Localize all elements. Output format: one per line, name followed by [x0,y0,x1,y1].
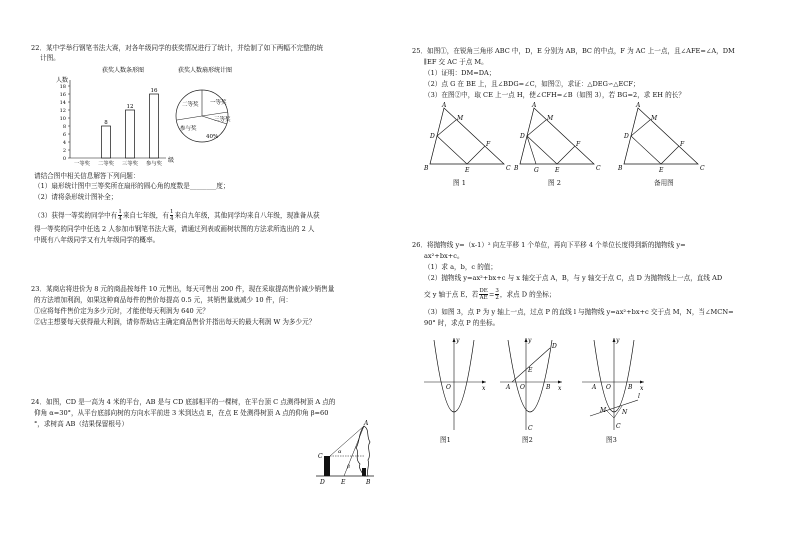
y-tick-label: 4 [62,140,66,146]
pie-label-3rd: 三等奖 [214,117,231,123]
q25-caption-spare: 备用图 [654,179,674,187]
q26-part2-line2: 交 y 轴于点 E，若 $\frac{DE}{AE}$ = $\frac{3}{2}$ ，求点 D 的坐标； [424,288,556,301]
q25-figure-1 [422,104,512,174]
y-tick-label: 16 [59,92,66,98]
label-y: y [528,337,532,344]
x-tick-label: 二等奖 [98,161,114,167]
bar [102,126,111,158]
q26-part2: （2）抛物线 y=ax²+bx+c 与 x 轴交于点 A，B，与 y 轴交于点 C，点 D 为抛物线上一点，直线 AD [424,274,723,282]
q23-line1: 23．某商店将进价为 8 元的商品按每件 10 元售出，每天可售出 200 件，现在采取提高售价减少销售量 [31,285,335,293]
label-M: M [547,115,554,122]
label-M: M [457,115,464,122]
q26-figure-3 [578,334,648,434]
label-E: E [555,167,560,174]
platform [324,456,330,476]
q26-part1: （1）求 a，b，c 的值； [424,263,497,271]
segment-ef [557,146,575,164]
bar [126,110,135,158]
label-x: x [640,385,644,392]
pie-chart [174,66,254,166]
bar-chart [50,66,190,176]
q22-line1: 22．某中学举行钢笔书法大赛，对各年级同学的获奖情况进行了统计，并绘制了如下两幅不完整的统 [31,44,323,52]
label-E: E [465,167,470,174]
q24-line3: °，求树高 AB（结果保留根号） [34,420,129,428]
q22-part1: （1）扇形统计图中三等奖所在扇形的圆心角的度数是________度； [34,182,230,190]
label-D: D [430,133,435,140]
x-axis-arrow [640,381,644,384]
label-D: D [520,133,525,140]
q25-caption-1: 图 1 [453,179,466,187]
q26-caption-3: 图3 [606,436,617,444]
pie-label-1st: 一等奖 [210,100,227,106]
q26-line2: ax²+bx+c。 [424,252,464,260]
y-tick-label: 0 [62,156,66,162]
label-x: x [482,385,486,392]
q22-prompt: 请结合图中相关信息解答下列问题： [34,172,140,180]
tree-trunk [362,468,366,476]
x-tick-label: 三等奖 [122,161,138,167]
segment-de [631,136,661,164]
label-alpha: α [338,449,342,455]
label-A: A [592,384,597,391]
label-l: l [638,393,640,400]
label-D: D [624,133,629,140]
ratio-de-ae: $\frac{DE}{AE}$ [479,288,488,301]
bar-value-label: 8 [104,120,108,126]
segment-de [437,136,467,164]
triangle-abc [624,108,698,164]
q23-part2: ②店主想要每天获得最大利润，请你帮助店主确定商品售价并指出每天的最大利润 W 为多少元？ [34,318,316,326]
label-B: B [618,165,623,172]
q25-figure-2 [512,104,602,174]
q24-line2: 仰角 α=30°，从平台底部向树的方向水平前进 3 米到达点 E，在点 E 处测得树顶 A 点的仰角 β=60 [34,409,329,417]
pie-label-percent: 40% [206,134,219,140]
pie-chart-title: 获奖人数扇形统计图 [178,67,233,74]
segment-dm [527,120,546,136]
label-D: D [552,343,557,350]
q25-figure-spare [616,104,706,174]
label-C: C [596,165,601,172]
label-C: C [318,453,323,460]
line-ad [512,348,550,382]
segment-dm [437,120,456,136]
pie-sector-line [202,112,228,116]
label-F: F [486,141,491,148]
y-tick-label: 6 [62,132,66,138]
bar [150,94,159,158]
label-x: x [558,385,562,392]
y-tick-label: 12 [59,108,66,114]
label-M: M [651,115,658,122]
q24-figure [314,420,384,490]
label-B: B [628,384,633,391]
label-B: B [514,165,519,172]
pie-sector-line [177,116,202,120]
q26-figure-1 [420,334,490,434]
segment-ef [467,146,485,164]
q22-part3-line2: 得一等奖的同学中任选 2 人参加市钢笔书法大赛，请通过列表或画树状图的方法求所选出的 2 人 [34,225,315,233]
q25-line2: ∥EF 交 AC 于点 M。 [424,58,488,66]
label-A: A [532,102,537,109]
bar-value-label: 16 [150,88,158,94]
label-y: y [616,337,620,344]
q25-caption-2: 图 2 [548,179,561,187]
q25-line1: 25．如图①，在锐角三角形 ABC 中，D，E 分别为 AB，BC 的中点，F 为 AC 上一点，且∠AFE=∠A，DM [412,47,735,55]
ratio-three-halves: $\frac{3}{2}$ [495,288,499,301]
label-O: O [520,384,525,391]
y-axis-label: 人数 [56,77,69,84]
parabola [508,340,552,412]
label-G: G [534,167,539,174]
label-B: B [546,384,551,391]
x-tick-label: 参与奖 [146,161,162,167]
label-F: F [576,141,581,148]
label-N: N [622,409,628,416]
pie-label-2nd: 二等奖 [182,102,199,108]
q25-part2: （2）点 G 在 BE 上，且∠BDG=∠C，如图②，求证：△DEG∽△ECF； [424,80,640,88]
q26-figure-2 [496,334,566,434]
label-D: D [320,479,325,486]
label-E: E [659,167,664,174]
label-O: O [446,384,451,391]
label-C: C [506,165,511,172]
q22-part3-line3: 中既有八年级同学又有九年级同学的概率。 [34,236,160,244]
label-E: E [341,479,346,486]
y-tick-label: 10 [59,116,66,122]
q23-line2: 的方法增加利润，如果这种商品每件的售价每提高 0.5 元，其销售量就减少 10 件，问： [34,296,293,304]
label-B: B [366,479,371,486]
label-C: C [528,425,533,432]
segment-ef [661,146,679,164]
pie-label-participation: 参与奖 [180,126,197,132]
q26-caption-2: 图2 [522,436,533,444]
y-tick-label: 8 [62,124,66,130]
fraction-one-quarter: $\frac{1}{4}$ [169,209,174,222]
q26-part3-line2: 90° 时，求点 P 的坐标。 [424,319,500,327]
q26-caption-1: 图1 [440,436,451,444]
label-C: C [700,165,705,172]
x-axis-arrow [482,381,486,384]
y-tick-label: 14 [59,100,66,106]
x-tick-label: 一等奖 [74,161,90,167]
label-A: A [442,102,447,109]
q26-line1: 26．将抛物线 y=（x-1）² 向左平移 1 个单位，再向下平移 4 个单位长度得到新的抛物线 y= [412,241,686,249]
triangle-abc [430,108,504,164]
bar-value-label: 12 [126,104,134,110]
q24-line1: 24．如图，CD 是一高为 4 米的平台，AB 是与 CD 底部相平的一棵树，在平台顶 C 点测得树顶 A 点的 [31,398,336,406]
q26-part3: （3）如图 3，点 P 为 y 轴上一点，过点 P 的直线 l 与抛物线 y=ax²+bx+c 交于点 M，N，当∠MCN= [424,308,734,316]
x-axis-arrow [558,381,562,384]
q23-part1: ①应将每件售价定为多少元时，才能使每天利润为 640 元？ [34,307,210,315]
q25-part1: （1）证明：DM=DA； [424,69,496,77]
label-E: E [528,367,533,374]
label-M: M [600,407,607,414]
triangle-abc [520,108,594,164]
label-A: A [636,102,641,109]
x-axis-suffix: 级 [168,157,175,164]
label-beta: β [347,464,350,470]
label-O: O [606,384,611,391]
y-tick-label: 2 [62,148,66,154]
label-F: F [680,141,685,148]
label-C: C [616,423,621,430]
q22-part2: （2）请将条形统计图补全； [34,193,118,201]
q22-part3: （3）获得一等奖的同学中有 $\frac{1}{4}$ 来自七年级，有 $\frac{1}{4}$ 来自九年级，其他同学均来自八年级，现准备从获 [34,209,320,222]
label-A: A [506,384,511,391]
q25-part3: （3）在图②中，取 CE 上一点 H，使∠CFH=∠B（如图 3），若 BG=2，求 EH 的长？ [424,91,685,99]
label-y: y [456,337,460,344]
segment-dm [631,120,650,136]
y-tick-label: 18 [59,84,66,90]
label-B: B [424,165,429,172]
q22-line2: 计图。 [40,54,60,62]
bar-chart-title: 获奖人数条形图 [102,67,145,74]
label-A: A [364,420,369,427]
segment-cm [606,410,614,418]
fraction-one-quarter: $\frac{1}{4}$ [118,209,122,222]
